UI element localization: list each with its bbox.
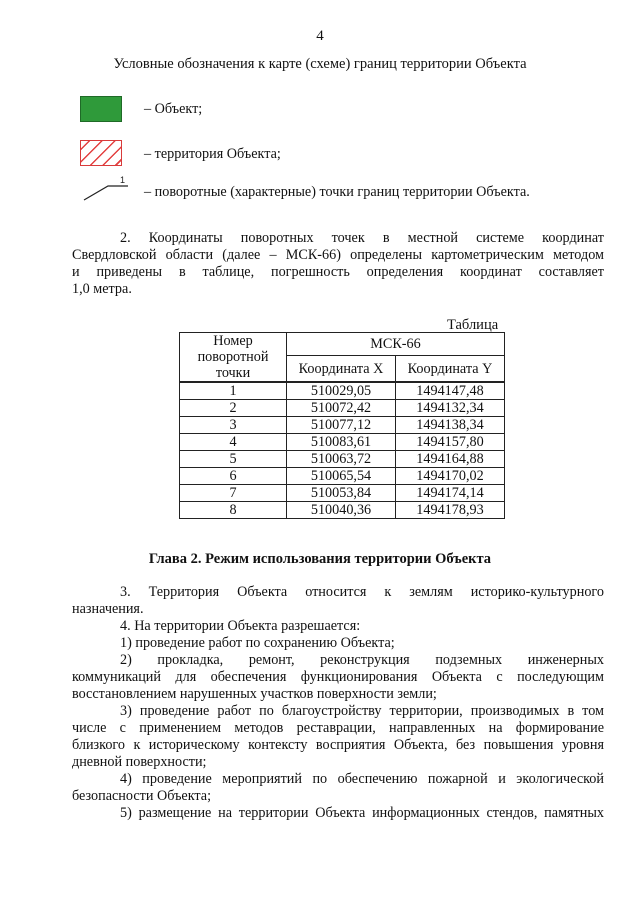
cell-coordinate-y: 1494157,80 [396,434,505,451]
paragraph-coordinates [72,230,604,298]
paragraph-line: дневной поверхности; [72,754,207,770]
paragraph-line: коммуникаций для обеспечения функционирования Объекта с последующим [72,669,604,685]
table-row [180,434,505,451]
paragraph-line: безопасности Объекта; [72,788,212,804]
header-coordinate-system: МСК-66 [287,333,505,356]
paragraph-line: 3. Территория Объекта относится к землям историко-культурного [120,584,604,600]
legend-label-territory: – территория Объекта; [144,146,281,162]
cell-point-number: 5 [180,451,287,468]
cell-point-number: 8 [180,502,287,519]
list-item-1: 1) проведение работ по сохранению Объекта; [120,635,395,651]
table-row [180,468,505,485]
page-number: 4 [316,28,324,44]
table-caption: Таблица [447,317,499,333]
red-hatched-swatch-icon [80,140,122,166]
cell-point-number: 4 [180,434,287,451]
cell-coordinate-x: 510029,05 [287,382,396,400]
legend-label-object: – Объект; [144,101,203,117]
cell-coordinate-y: 1494164,88 [396,451,505,468]
table-row [180,451,505,468]
paragraph-line: 1,0 метра. [72,281,132,297]
table-row [180,417,505,434]
paragraph-line: близкого к историческому контексту восприятия Объекта, без повышения уровня [72,737,604,753]
paragraph-line: 2. Координаты поворотных точек в местной системе координат [120,230,604,246]
paragraph-line: числе с применением методов реставрации, направленных на формирование [72,720,604,736]
cell-point-number: 2 [180,400,287,417]
cell-coordinate-y: 1494132,34 [396,400,505,417]
paragraph-line: Свердловской области (далее – МСК-66) определены картометрическим методом [72,247,604,263]
cell-coordinate-y: 1494170,02 [396,468,505,485]
table-row [180,502,505,519]
list-item-2: 2) прокладка, ремонт, реконструкция подземных инженерных [120,652,604,668]
turning-point-line-icon [82,174,132,202]
cell-coordinate-x: 510072,42 [287,400,396,417]
cell-coordinate-x: 510053,84 [287,485,396,502]
header-point-number: Номер поворотной точки [180,333,287,383]
table-row [180,382,505,400]
list-item-5: 5) размещение на территории Объекта информационных стендов, памятных [120,805,604,821]
header-x: Координата X [287,356,396,382]
paragraph-line: и приведены в таблице, погрешность определения координат составляет [72,264,604,280]
cell-coordinate-x: 510063,72 [287,451,396,468]
cell-point-number: 6 [180,468,287,485]
cell-coordinate-y: 1494147,48 [396,382,505,400]
section-4-intro: 4. На территории Объекта разрешается: [120,618,361,634]
cell-point-number: 3 [180,417,287,434]
paragraph-line: восстановлением нарушенных участков поверхности земли; [72,686,437,702]
section-4 [72,618,604,822]
cell-coordinate-x: 510065,54 [287,468,396,485]
table-row [180,485,505,502]
section-3 [72,584,604,618]
cell-coordinate-y: 1494178,93 [396,502,505,519]
legend-label-turning-points: – поворотные (характерные) точки границ территории Объекта. [144,184,530,200]
turning-point-marker: 1 [120,175,126,185]
paragraph-line: назначения. [72,601,144,617]
list-item-4: 4) проведение мероприятий по обеспечению пожарной и экологической [120,771,604,787]
cell-point-number: 7 [180,485,287,502]
cell-coordinate-x: 510077,12 [287,417,396,434]
cell-coordinate-x: 510083,61 [287,434,396,451]
list-item-3: 3) проведение работ по благоустройству территории, производимых в том [120,703,604,719]
green-fill-swatch-icon [80,96,122,122]
cell-coordinate-y: 1494174,14 [396,485,505,502]
cell-point-number: 1 [180,382,287,400]
legend-title: Условные обозначения к карте (схеме) границ территории Объекта [113,56,527,72]
table-row [180,400,505,417]
header-y: Координата Y [396,356,505,382]
cell-coordinate-y: 1494138,34 [396,417,505,434]
chapter-title: Глава 2. Режим использования территории Объекта [148,551,492,567]
coordinates-table [179,332,505,519]
cell-coordinate-x: 510040,36 [287,502,396,519]
